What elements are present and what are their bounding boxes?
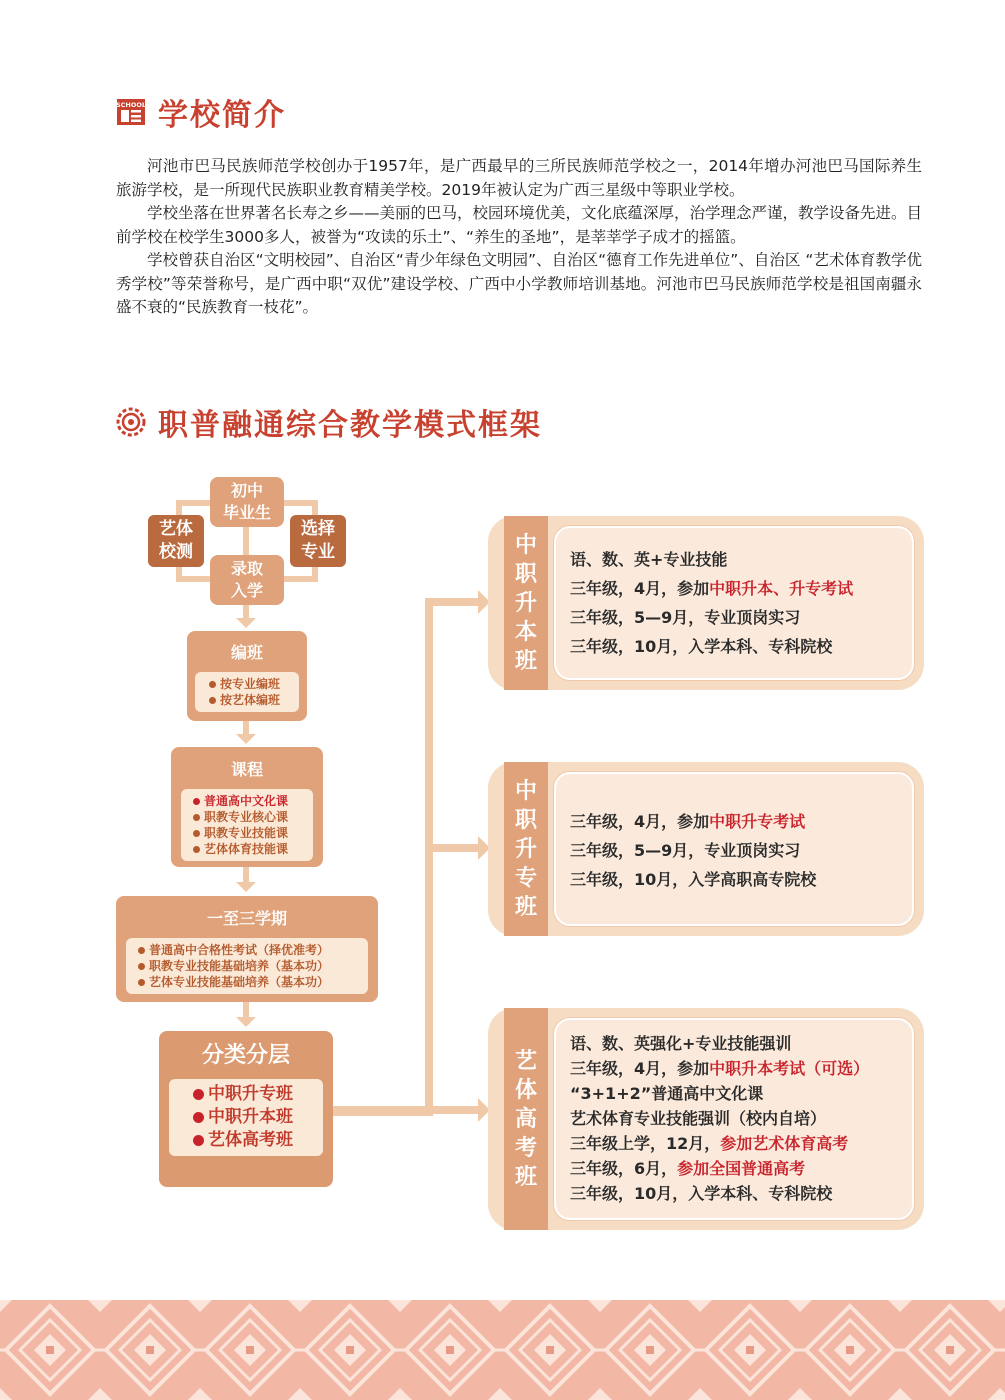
list-item: 普通高中文化课 <box>193 793 313 809</box>
panel-line: 三年级，10月，入学本科、专科院校 <box>570 1184 833 1203</box>
list-item: 职教专业技能课 <box>193 825 313 841</box>
term-box <box>116 896 378 1002</box>
panel-line: “3+1+2”普通高中文化课 <box>570 1084 764 1103</box>
art-test-box <box>148 515 204 567</box>
panel-line: 语、数、英强化+专业技能强训 <box>570 1034 792 1053</box>
box-label: 入学 <box>230 581 263 600</box>
decorative-pattern-footer <box>0 1300 1005 1400</box>
bullet-icon <box>193 798 200 805</box>
bullet-icon <box>209 697 216 704</box>
list-item: 职教专业技能基础培养（基本功） <box>138 958 368 974</box>
bullet-icon <box>193 830 200 837</box>
branch-connector <box>425 598 480 606</box>
svg-text:SCHOOL: SCHOOL <box>116 101 146 109</box>
panel-side-label: 中 职 升 本 班 <box>504 516 548 690</box>
box-title: 一至三学期 <box>206 909 287 928</box>
bullet-icon <box>209 681 216 688</box>
tier-items <box>169 1079 323 1156</box>
pattern-graphic <box>0 1300 1005 1400</box>
panel-line: 三年级，6月，参加全国普通高考 <box>570 1159 806 1178</box>
bullet-icon <box>193 1135 204 1146</box>
panel-line: 三年级上学，12月，参加艺术体育高考 <box>570 1134 849 1153</box>
bullet-icon <box>193 1089 204 1100</box>
connector <box>176 576 210 582</box>
panel-line: 三年级，5—9月，专业顶岗实习 <box>570 841 801 860</box>
list-item: 艺体专业技能基础培养（基本功） <box>138 974 368 990</box>
intro-paragraph: 学校坐落在世界著名长寿之乡——美丽的巴马，校园环境优美，文化底蕴深厚，治学理念严谨，教学设备先进。目前学校在校学生3000多人，被誉为“攻读的乐土”、“养生的圣地”，是莘莘学子成才的摇篮。 <box>116 204 923 246</box>
list-item: 普通高中合格性考试（择优准考） <box>138 942 368 958</box>
panel-line: 三年级，5—9月，专业顶岗实习 <box>570 608 801 627</box>
section-title: 职普融通综合教学模式框架 <box>158 408 542 443</box>
bullet-icon <box>138 979 145 986</box>
panel-line: 三年级，4月，参加中职升本考试（可选） <box>570 1059 870 1078</box>
down-arrow-icon <box>236 1017 256 1027</box>
section-heading-intro <box>116 90 286 134</box>
term-items <box>126 938 368 994</box>
box-title: 课程 <box>230 760 263 779</box>
panel-art-exam-class <box>488 1008 924 1230</box>
school-icon <box>116 97 146 127</box>
intro-paragraph: 河池市巴马民族师范学校创办于1957年，是广西最早的三所民族师范学校之一，2014年增办河池巴马国际养生旅游学校，是一所现代民族职业教育精美学校。2019年被认定为广西三星级中等职业学校。 <box>116 157 922 199</box>
arrow-shaft <box>243 721 249 735</box>
list-item: 按艺体编班 <box>209 692 299 708</box>
panel-line: 三年级，10月，入学高职高专院校 <box>570 870 817 889</box>
box-label: 专业 <box>301 542 335 562</box>
list-item: 中职升本班 <box>193 1106 323 1129</box>
box-label: 选择 <box>301 519 335 539</box>
section-heading-framework <box>116 400 542 444</box>
bullet-icon <box>193 846 200 853</box>
arrow-shaft <box>243 867 249 883</box>
box-title: 编班 <box>230 643 263 662</box>
branch-connector <box>425 1106 480 1114</box>
list-item: 按专业编班 <box>209 676 299 692</box>
course-items <box>181 789 313 861</box>
list-item: 艺体体育技能课 <box>193 841 313 857</box>
box-label: 录取 <box>230 559 263 578</box>
list-item: 职教专业核心课 <box>193 809 313 825</box>
down-arrow-icon <box>236 882 256 892</box>
junior-graduate-box <box>210 477 284 527</box>
branch-connector <box>425 598 433 1116</box>
box-label: 初中 <box>230 481 263 500</box>
branch-connector <box>333 1106 431 1116</box>
connector <box>243 527 249 555</box>
down-arrow-icon <box>236 618 256 628</box>
section-title: 学校简介 <box>158 98 286 133</box>
panel-line: 语、数、英+专业技能 <box>570 550 728 569</box>
enrollment-box <box>210 555 284 605</box>
intro-paragraph: 学校曾获自治区“文明校园”、自治区“青少年绿色文明园”、自治区“德育工作先进单位”、自治区 “艺术体育教学优秀学校”等荣誉称号，是广西中职“双优”建设学校、广西中小学教师培训基地。河池市巴马民族师范学校是祖国南疆永盛不衰的“民族教育一枝花”。 <box>116 251 922 316</box>
panel-line: 艺术体育专业技能强训（校内自培） <box>570 1109 827 1128</box>
bullet-icon <box>138 947 145 954</box>
arrow-shaft <box>243 1002 249 1018</box>
list-item: 艺体高考班 <box>193 1129 323 1152</box>
bullet-icon <box>138 963 145 970</box>
bullet-icon <box>193 1112 204 1123</box>
box-label: 校测 <box>159 542 193 562</box>
down-arrow-icon <box>236 734 256 744</box>
branch-connector <box>425 844 480 852</box>
course-box <box>171 747 323 867</box>
tier-box <box>159 1031 333 1187</box>
panel-side-label: 艺 体 高 考 班 <box>504 1008 548 1230</box>
intro-text <box>116 155 922 320</box>
connector <box>284 576 318 582</box>
box-title: 分类分层 <box>201 1043 290 1068</box>
panel-college-class <box>488 762 924 936</box>
class-assignment-box <box>187 631 307 721</box>
box-label: 艺体 <box>159 519 193 539</box>
class-items <box>195 672 299 712</box>
gear-icon <box>116 407 146 437</box>
box-label: 毕业生 <box>222 503 271 522</box>
panel-undergrad-class <box>488 516 924 690</box>
panel-side-label: 中 职 升 专 班 <box>504 762 548 936</box>
list-item: 中职升专班 <box>193 1083 323 1106</box>
bullet-icon <box>193 814 200 821</box>
choose-major-box <box>290 515 346 567</box>
panel-line: 三年级，4月，参加中职升本、升专考试 <box>570 579 854 598</box>
arrow-shaft <box>243 605 249 619</box>
panel-line: 三年级，10月，入学本科、专科院校 <box>570 637 833 656</box>
panel-line: 三年级，4月，参加中职升专考试 <box>570 812 806 831</box>
